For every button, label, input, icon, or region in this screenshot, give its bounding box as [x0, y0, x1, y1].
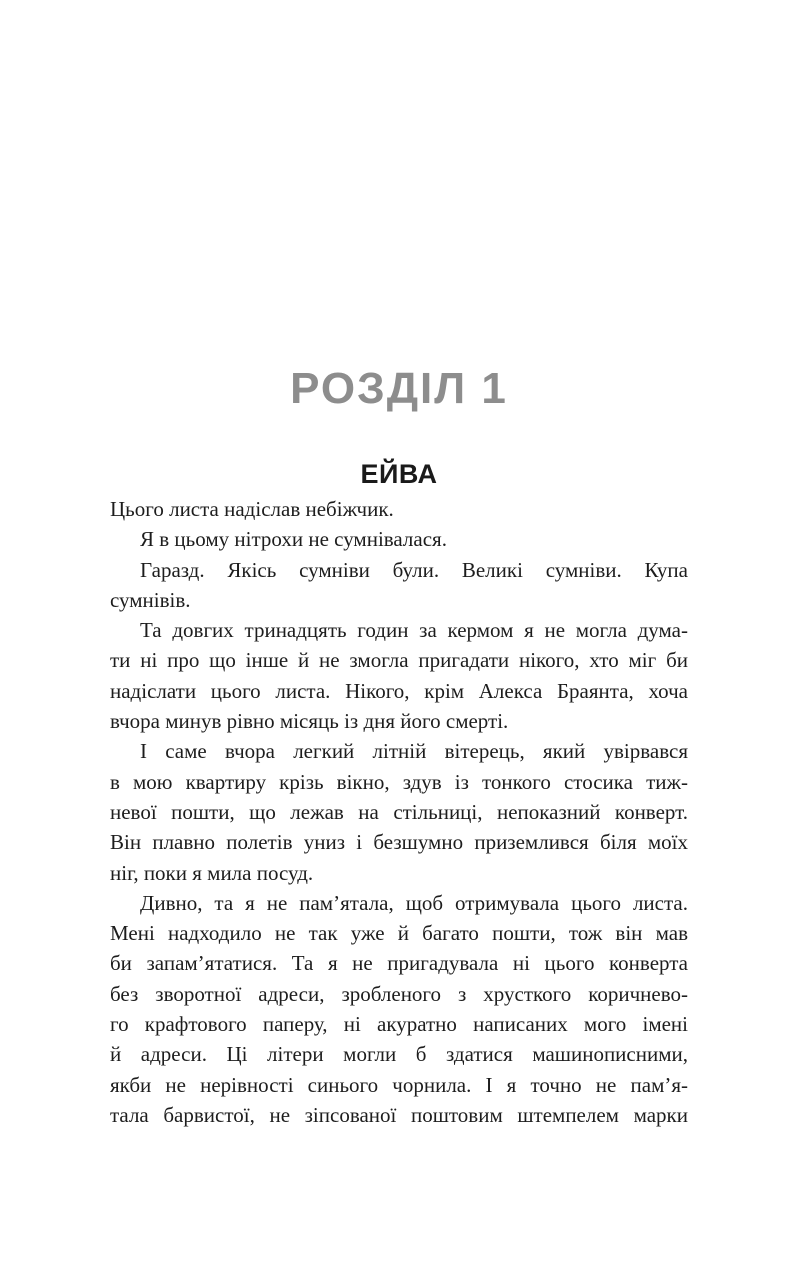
text-line: вчора минув рівно місяць із дня його смерті. — [110, 709, 509, 734]
text-line: го крафтового паперу, ні акуратно написаних мого імені — [110, 1012, 688, 1037]
text-line: Цього листа надіслав небіжчик. — [110, 497, 394, 521]
text-line: Я в цьому нітрохи не сумнівалася. — [140, 527, 447, 552]
text-line: би запам’ятатися. Та я не пригадувала ні цього конверта — [110, 951, 688, 976]
text-line: Дивно, та я не пам’ятала, щоб отримувала цього листа. — [140, 890, 688, 915]
text-line: сумнівів. — [110, 587, 191, 612]
text-line: й адреси. Ці літери могли б здатися машинописними, — [110, 1042, 688, 1067]
text-line: Мені надходило не так уже й багато пошти, тож він мав — [110, 921, 688, 946]
chapter-subtitle: ЕЙВА — [360, 459, 438, 489]
text-line: якби не нерівності синього чорнила. І я точно не пам’я- — [110, 1072, 688, 1097]
text-line: І саме вчора легкий літній вітерець, який увірвався — [140, 739, 688, 764]
text-line: Та довгих тринадцять годин за кермом я не могла дума- — [140, 618, 688, 643]
text-line: Він плавно полетів униз і безшумно приземлився біля моїх — [110, 830, 688, 855]
text-line: невої пошти, що лежав на стільниці, непоказний конверт. — [110, 799, 688, 824]
text-line: без зворотної адреси, зробленого з хрусткого коричнево- — [110, 981, 688, 1006]
text-line: Гаразд. Якісь сумніви були. Великі сумніви. Купа — [140, 557, 688, 582]
text-line: тала барвистої, не зіпсованої поштовим штемпелем марки — [110, 1102, 688, 1127]
text-line: ти ні про що інше й не змогла пригадати нікого, хто міг би — [110, 648, 688, 673]
chapter-heading: РОЗДІЛ 1 — [290, 364, 508, 413]
body-text — [110, 494, 688, 1130]
text-line: в мою квартиру крізь вікно, здув із тонкого стосика тиж- — [110, 769, 688, 794]
text-line: ніг, поки я мила посуд. — [110, 860, 314, 885]
text-line: надіслати цього листа. Нікого, крім Алекса Браянта, хоча — [110, 678, 688, 703]
